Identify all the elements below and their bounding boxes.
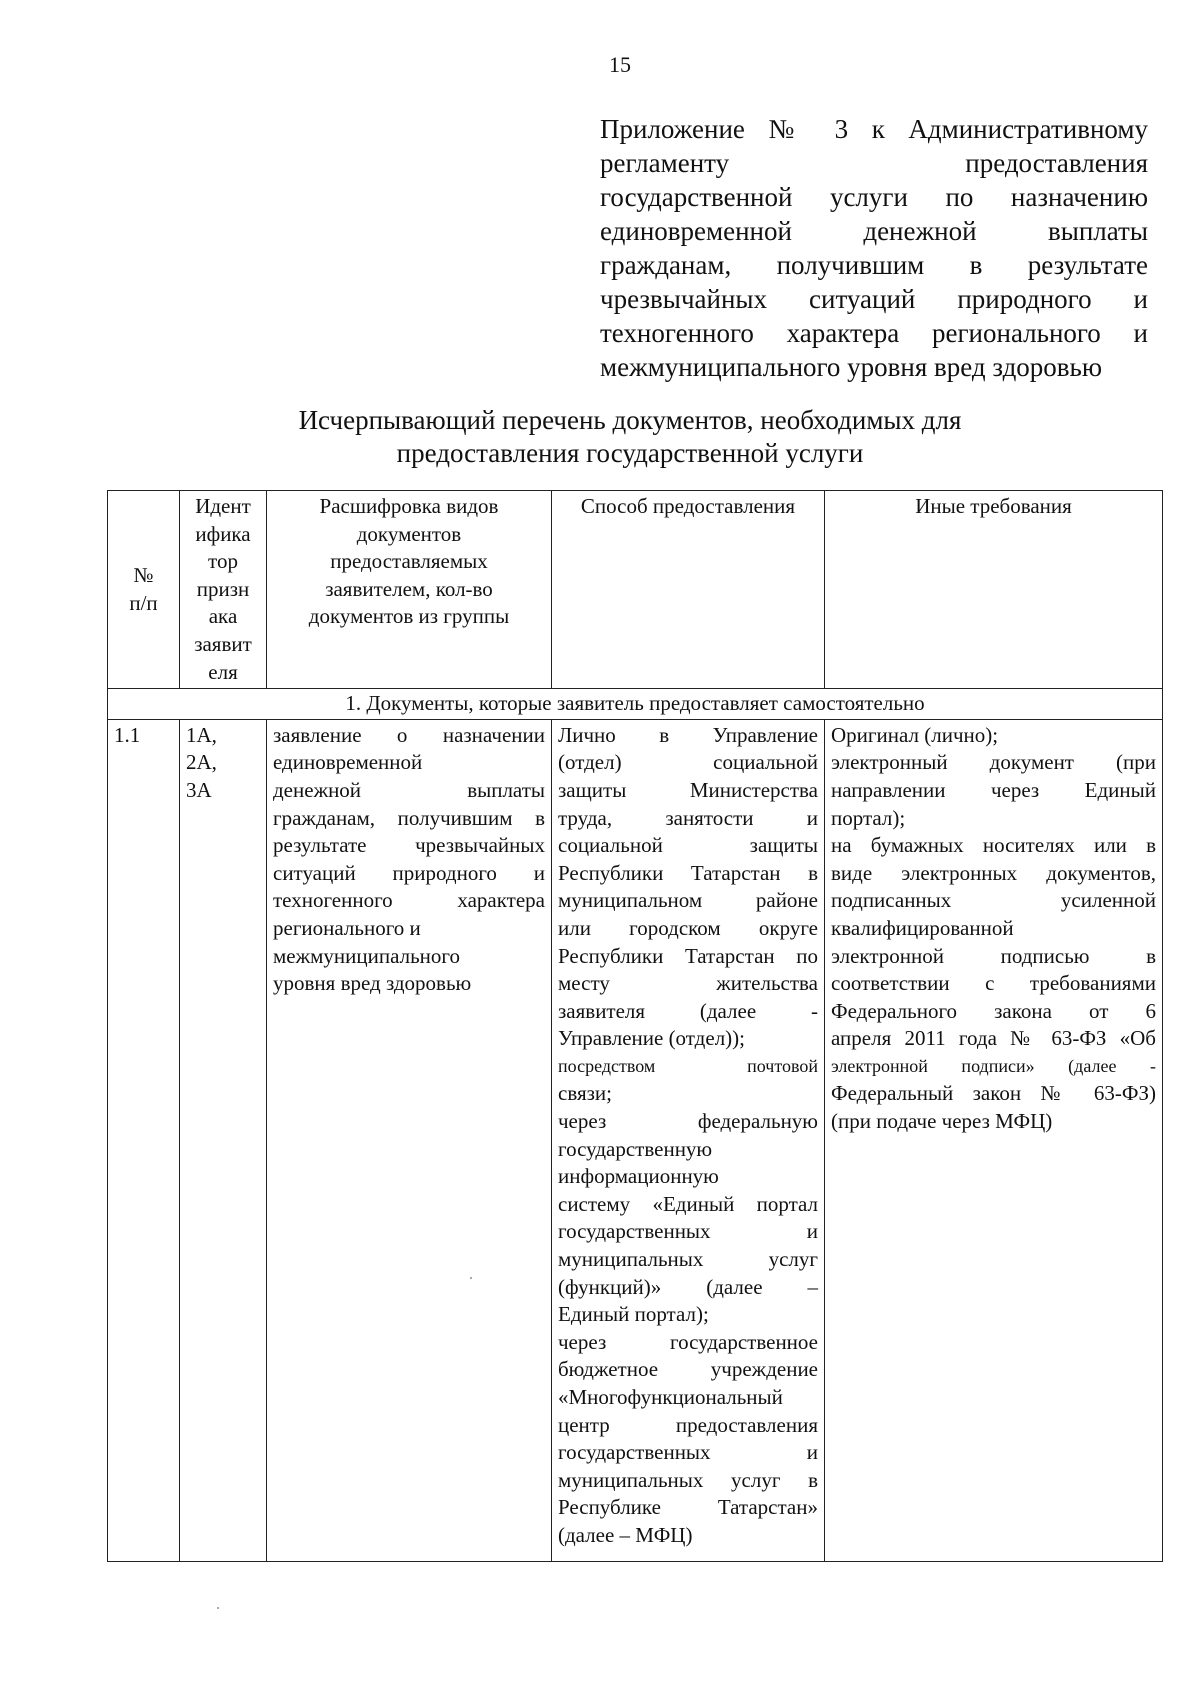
cell-line: месту жительства <box>558 971 818 996</box>
cell-line: Федерального закона от 6 <box>831 998 1156 1023</box>
page-number: 15 <box>609 52 631 77</box>
cell-line: Федеральный закон № 63-ФЗ) <box>831 1081 1156 1106</box>
header-num: № п/п <box>108 491 180 689</box>
cell-line: муниципальных услуг <box>558 1247 818 1272</box>
scan-speck <box>470 1277 472 1279</box>
cell-line: (функций)» (далее – <box>558 1274 818 1299</box>
row-identifier: 1А, 2А, 3А <box>180 719 267 1561</box>
cell-line: подписанных усиленной <box>831 888 1156 913</box>
table-header-row <box>108 491 1163 689</box>
cell-line: уровня вред здоровью <box>273 971 472 996</box>
title-line: предоставления государственной услуги <box>396 438 864 468</box>
cell-line: межмуниципального <box>273 943 460 968</box>
header-description: Расшифровка видов документов предоставляемых заявителем, кол-во документов из группы <box>267 491 552 689</box>
cell-line: Управление (отдел)); <box>558 1026 745 1051</box>
cell-line: социальной защиты <box>558 833 818 858</box>
header-requirements: Иные требования <box>825 491 1163 689</box>
cell-line: посредством почтовой <box>558 1055 818 1076</box>
cell-line: апреля 2011 года № 63-ФЗ «Об <box>831 1026 1156 1051</box>
cell-line: бюджетное учреждение <box>558 1357 818 1382</box>
cell-line: муниципальных услуг в <box>558 1467 818 1492</box>
section-row <box>108 689 1163 720</box>
cell-line: Республики Татарстан в <box>558 860 818 885</box>
header-method: Способ предоставления <box>552 491 825 689</box>
cell-line: ситуаций природного и <box>273 860 545 885</box>
cell-line: защиты Министерства <box>558 777 818 802</box>
cell-line: квалифицированной <box>831 915 1014 940</box>
appendix-line: чрезвычайных ситуаций природного и <box>600 284 1148 314</box>
documents-table <box>107 490 1163 1562</box>
cell-line: муниципальном районе <box>558 888 818 913</box>
cell-line: государственную <box>558 1136 713 1161</box>
title-line: Исчерпывающий перечень документов, необходимых для <box>298 405 962 435</box>
cell-line: Республике Татарстан» <box>558 1495 818 1520</box>
cell-line: через государственное <box>558 1329 818 1354</box>
cell-line: информационную <box>558 1164 719 1189</box>
cell-line: государственных и <box>558 1440 818 1465</box>
cell-line: единовременной <box>273 750 423 775</box>
cell-line: (отдел) социальной <box>558 750 818 775</box>
cell-line: результате чрезвычайных <box>273 833 545 858</box>
row-method <box>552 719 825 1561</box>
cell-line: систему «Единый портал <box>558 1191 818 1216</box>
cell-line: государственных и <box>558 1219 818 1244</box>
appendix-header <box>600 112 1148 384</box>
cell-line: портал); <box>831 805 906 830</box>
cell-line: Единый портал); <box>558 1302 709 1327</box>
cell-line: заявителя (далее - <box>558 998 818 1023</box>
cell-line: заявление о назначении <box>273 722 545 747</box>
cell-line: «Многофункциональный <box>558 1385 783 1409</box>
cell-line: техногенного характера <box>273 888 545 913</box>
appendix-line: гражданам, получившим в результате <box>600 250 1148 280</box>
appendix-line: межмуниципального уровня вред здоровью <box>600 352 1103 382</box>
appendix-line: единовременной денежной выплаты <box>600 216 1148 246</box>
cell-line: через федеральную <box>558 1109 818 1134</box>
cell-line: на бумажных носителях или в <box>831 833 1156 858</box>
cell-line: направлении через Единый <box>831 777 1156 802</box>
appendix-line: Приложение № 3 к Административному <box>600 114 1148 144</box>
cell-line: (при подаче через МФЦ) <box>831 1109 1053 1134</box>
cell-line: денежной выплаты <box>273 777 545 802</box>
row-description <box>267 719 552 1561</box>
scan-speck <box>217 1607 219 1609</box>
row-requirements <box>825 719 1163 1561</box>
cell-line: центр предоставления <box>558 1412 818 1437</box>
section-title: 1. Документы, которые заявитель предоставляет самостоятельно <box>108 689 1163 720</box>
table-row <box>108 719 1163 1561</box>
row-num: 1.1 <box>108 719 180 1561</box>
cell-line: электронный документ (при <box>831 750 1156 775</box>
cell-line: соответствии с требованиями <box>831 971 1156 996</box>
cell-line: регионального и <box>273 915 421 940</box>
header-identifier: Идент ифика тор призн ака заявит еля <box>180 491 267 689</box>
document-title <box>200 404 1060 470</box>
cell-line: Оригинал (лично); <box>831 722 999 747</box>
cell-line: связи; <box>558 1081 612 1106</box>
cell-line: электронной подписи» (далее - <box>831 1055 1156 1076</box>
cell-line: труда, занятости и <box>558 805 818 830</box>
appendix-line: техногенного характера регионального и <box>600 318 1148 348</box>
cell-line: или городском округе <box>558 915 818 940</box>
cell-line: Республики Татарстан по <box>558 943 818 968</box>
appendix-line: государственной услуги по назначению <box>600 182 1148 212</box>
appendix-line: регламенту предоставления <box>600 148 1148 178</box>
cell-line: (далее – МФЦ) <box>558 1522 693 1547</box>
cell-line: электронной подписью в <box>831 943 1156 968</box>
cell-line: гражданам, получившим в <box>273 805 545 830</box>
cell-line: виде электронных документов, <box>831 860 1156 885</box>
cell-line: Лично в Управление <box>558 722 818 747</box>
